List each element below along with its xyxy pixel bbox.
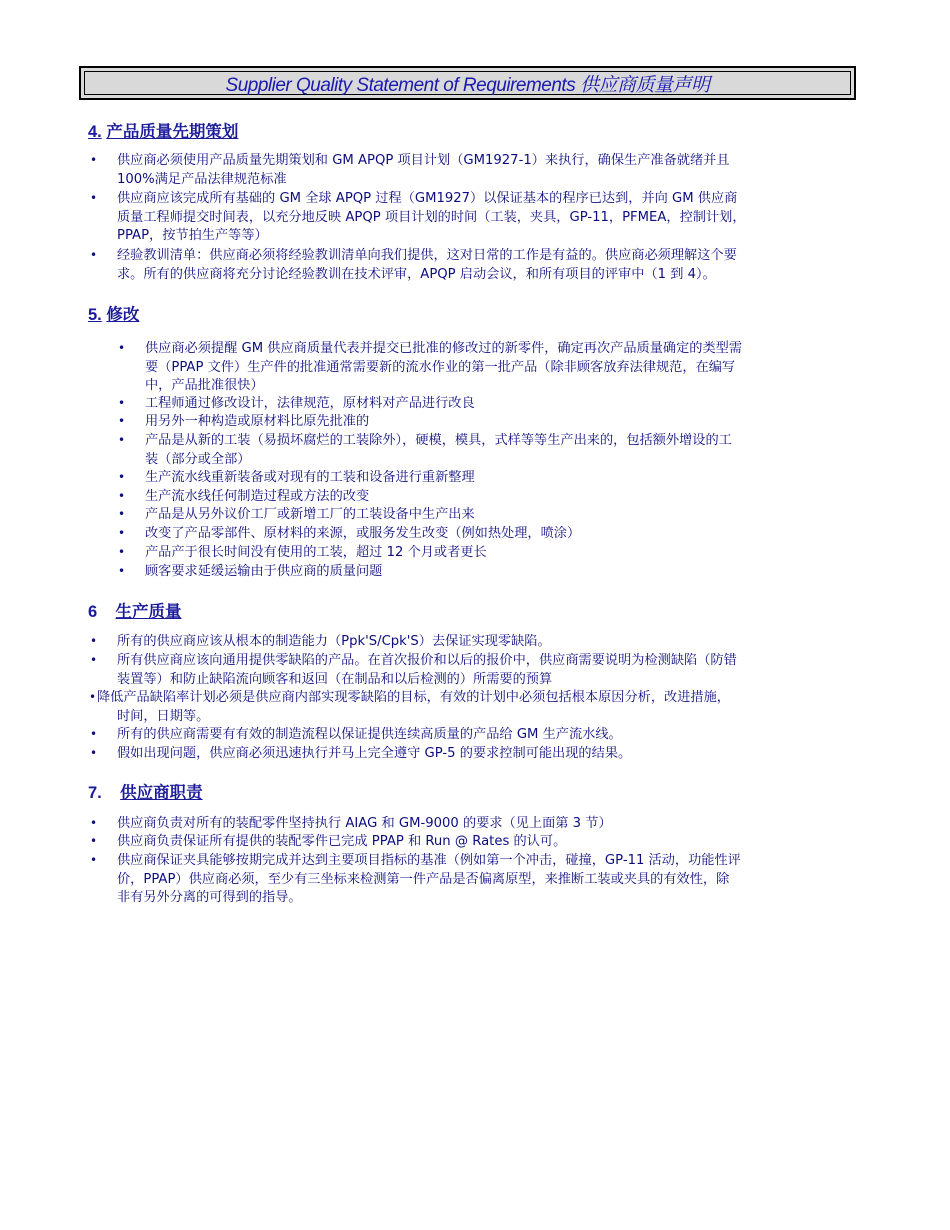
list-item: 假如出现问题，供应商必须迅速执行并马上完全遵守 GP-5 的要求控制可能出现的结果。 — [117, 746, 632, 761]
bullet-icon: • — [118, 433, 126, 447]
list-item: 产品是从新的工装（易损坏腐烂的工装除外），硬模，模具，式样等等生产出来的，包括额外增设的工 装（部分或全部） — [145, 433, 732, 467]
bullet-icon: • — [90, 248, 98, 262]
list-item: 用另外一种构造或原材料比原先批准的 — [145, 414, 370, 429]
bullet-icon: • — [118, 414, 126, 428]
bullet-icon: • — [90, 653, 98, 667]
bullet-icon: • — [118, 545, 126, 559]
section-6-number: 6 — [88, 603, 98, 621]
bullet-icon: • — [89, 690, 97, 704]
bullet-icon: • — [118, 341, 126, 355]
section-5-number: 5. — [88, 306, 102, 324]
list-item: 产品产于很长时间没有使用的工装，超过 12 个月或者更长 — [145, 545, 487, 560]
section-4-heading — [88, 118, 238, 142]
list-item: 供应商必须使用产品质量先期策划和 GM APQP 项目计划（GM1927-1）来执行，确保生产准备就绪并且 100%满足产品法律规范标准 — [117, 153, 730, 187]
section-4-title: 产品质量先期策划 — [106, 123, 239, 141]
section-7-number: 7. — [88, 784, 102, 802]
bullet-icon: • — [90, 853, 98, 867]
bullet-icon: • — [90, 727, 98, 741]
section-7-heading — [88, 779, 203, 803]
bullet-icon: • — [118, 507, 126, 521]
list-item: 生产流水线任何制造过程或方法的改变 — [145, 489, 370, 504]
list-item: 顾客要求延缓运输由于供应商的质量问题 — [145, 564, 383, 579]
list-item: 供应商应该完成所有基础的 GM 全球 APQP 过程（GM1927）以保证基本的程序已达到，并向 GM 供应商 质量工程师提交时间表，以充分地反映 APQP 项目计划的时间（工装，夹具，GP-11，PFMEA，控制计划， PPAP，按节拍生产等等） — [117, 191, 746, 243]
list-item: 供应商保证夹具能够按期完成并达到主要项目指标的基准（例如第一个冲击，碰撞，GP-11 活动，功能性评 价，PPAP）供应商必须，至少有三坐标来检测第一件产品是否偏离原型，来推断工装或夹具的有效性，除 非有另外分离的可得到的指导。 — [117, 853, 741, 905]
list-item: 供应商负责保证所有提供的装配零件已完成 PPAP 和 Run @ Rates 的认可。 — [117, 834, 567, 849]
section-5-title: 修改 — [106, 306, 140, 324]
list-item: 供应商必须提醒 GM 供应商质量代表并提交已批准的修改过的新零件，确定再次产品质量确定的类型需 要（PPAP 文件）生产件的批准通常需要新的流水作业的第一批产品（除非顾客放弃法律规范，在编写 中，产品批准很快） — [145, 341, 743, 393]
bullet-icon: • — [118, 489, 126, 503]
bullet-icon: • — [90, 153, 98, 167]
bullet-icon: • — [118, 564, 126, 578]
list-item: 所有的供应商需要有有效的制造流程以保证提供连续高质量的产品给 GM 生产流水线。 — [117, 727, 622, 742]
bullet-icon: • — [118, 470, 126, 484]
section-4-number: 4. — [88, 123, 102, 141]
header-inner-border — [84, 71, 851, 95]
header-banner — [79, 66, 856, 100]
bullet-icon: • — [118, 396, 126, 410]
list-item: 工程师通过修改设计，法律规范，原材料对产品进行改良 — [145, 396, 475, 411]
section-6-title: 生产质量 — [115, 603, 182, 621]
section-6-heading — [88, 598, 182, 622]
list-item: 供应商负责对所有的装配零件坚持执行 AIAG 和 GM-9000 的要求（见上面第 3 节） — [117, 816, 612, 831]
list-item: 生产流水线重新装备或对现有的工装和设备进行重新整理 — [145, 470, 475, 485]
page-title: Supplier Quality Statement of Requirements 供应商质量声明 — [225, 74, 710, 96]
section-5-heading — [88, 301, 139, 325]
bullet-icon: • — [90, 634, 98, 648]
bullet-icon: • — [90, 191, 98, 205]
section-7-title: 供应商职责 — [120, 784, 203, 802]
bullet-icon: • — [90, 834, 98, 848]
list-item: 降低产品缺陷率计划必须是供应商内部实现零缺陷的目标，有效的计划中必须包括根本原因分析，改进措施， 时间，日期等。 — [97, 690, 730, 724]
list-item: 产品是从另外议价工厂或新增工厂的工装设备中生产出来 — [145, 507, 475, 522]
bullet-icon: • — [118, 526, 126, 540]
bullet-icon: • — [90, 746, 98, 760]
list-item: 改变了产品零部件、原材料的来源，或服务发生改变（例如热处理，喷涂） — [145, 526, 581, 541]
bullet-icon: • — [90, 816, 98, 830]
list-item: 经验教训清单：供应商必须将经验教训清单向我们提供，这对日常的工作是有益的。供应商必须理解这个要 求。所有的供应商将充分讨论经验教训在技术评审，APQP 启动会议，和所有项目的评审中（1 到 4）。 — [117, 248, 737, 282]
list-item: 所有的供应商应该从根本的制造能力（Ppk'S/Cpk'S）去保证实现零缺陷。 — [117, 634, 551, 649]
list-item: 所有供应商应该向通用提供零缺陷的产品。在首次报价和以后的报价中，供应商需要说明为检测缺陷（防错 装置等）和防止缺陷流向顾客和返回（在制品和以后检测的）所需要的预算 — [117, 653, 737, 687]
